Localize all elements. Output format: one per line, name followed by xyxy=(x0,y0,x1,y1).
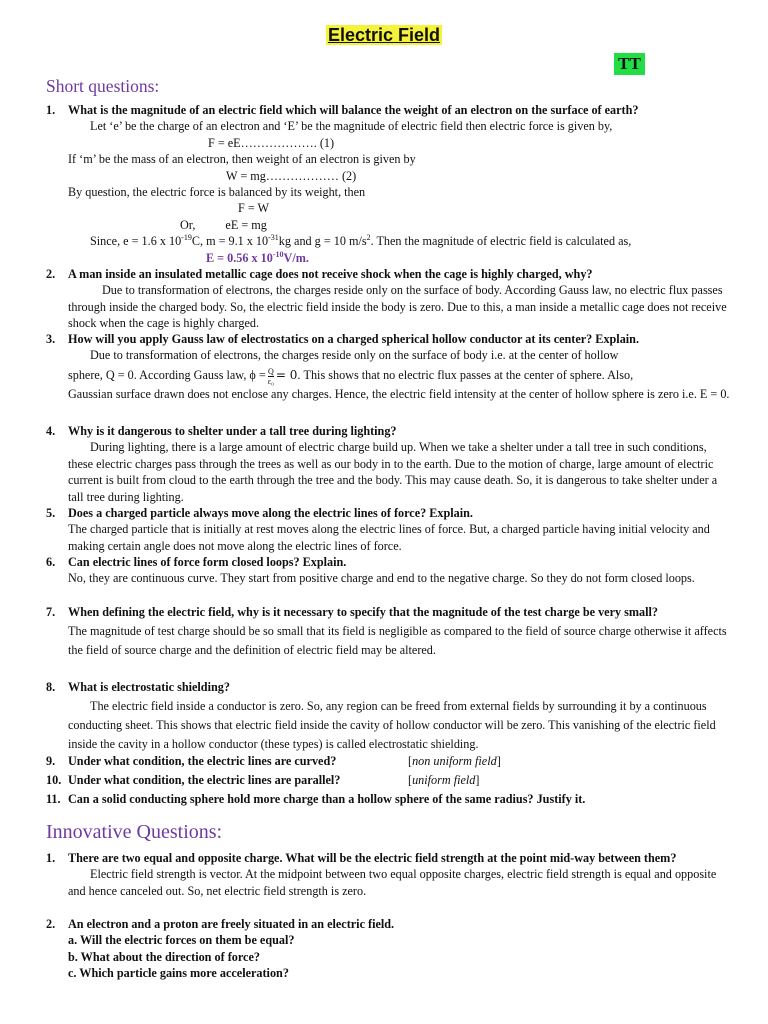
question-text: A man inside an insulated metallic cage does not receive shock when the cage is highly charged, why? xyxy=(68,267,593,281)
innovative-question-1: 1. There are two equal and opposite charge. What will be the electric field strength at the point mid-way between them? Electric field strength is vector. At the midpoint between two equal opposite charges, electric field strength is equal and opposite and hence canceled out. So, net electric field strength is zero. xyxy=(46,850,730,899)
question-text: How will you apply Gauss law of electrostatics on a charged spherical hollow conductor at its center? Explain. xyxy=(68,332,640,346)
answer-line: Let ‘e’ be the charge of an electron and ‘E’ be the magnitude of electric field then electric force is given by, xyxy=(90,119,613,134)
answer-hint: [uniform field] xyxy=(408,773,480,787)
question-11: 11. Can a solid conducting sphere hold more charge than a hollow sphere of the same radius? Justify it. xyxy=(46,791,730,807)
question-text: Can a solid conducting sphere hold more charge than a hollow sphere of the same radius? Justify it. xyxy=(68,792,586,806)
question-3: 3. How will you apply Gauss law of electrostatics on a charged spherical hollow conductor at its center? Explain. Due to transformation of electrons, the charges reside only on the surface of body i.e. at the center of hollow sphere, Q = 0. According Gauss law, ϕ = $\frac{Q}{\text{ε₀}}$ = 0. This shows that no electric flux passes at the center of sphere. Also, Gaussian surface drawn does not enclose any charges. Hence, the electric field intensity at the center of hollow sphere is zero i.e. E = 0. xyxy=(46,332,730,401)
answer-line: sphere, Q = 0. According Gauss law, ϕ = $\frac{Q}{\text{ε₀}}$ = 0. This shows that no electric flux passes at the center of sphere. Also, xyxy=(68,366,634,386)
tt-badge: TT xyxy=(614,53,645,75)
question-text: Does a charged particle always move along the electric lines of force? Explain. xyxy=(68,506,473,520)
answer-text: No, they are continuous curve. They start from positive charge and end to the negative charge. So they do not form closed loops. xyxy=(68,571,695,586)
page-title: Electric Field xyxy=(327,25,441,45)
given-values: Since, e = 1.6 x $10^{-19}C$, m = 9.1 x $10^{-31}kg$ and g = 10 $m/s^2$. Then the magnitude of electric field is calculated as, xyxy=(90,233,632,249)
question-text: There are two equal and opposite charge. What will be the electric field strength at the point mid-way between them? xyxy=(68,851,677,865)
question-2: 2. A man inside an insulated metallic cage does not receive shock when the cage is highly charged, why? Due to transformation of electrons, the charges reside only on the surface of body. According Gauss law, no electric flux passes through inside the charged body. So, the electric field inside the body is zero. Due to this, a man inside a metallic cage does not receive shock when the cage is highly charged. xyxy=(46,266,730,332)
sub-question-b: b. What about the direction of force? xyxy=(68,949,260,964)
answer-line: Gaussian surface drawn does not enclose any charges. Hence, the electric field intensity at the center of hollow sphere is zero i.e. E = 0. xyxy=(68,386,730,401)
sub-question-a: a. Will the electric forces on them be equal? xyxy=(68,933,295,948)
answer-line: If ‘m’ be the mass of an electron, then weight of an electron is given by xyxy=(68,152,416,167)
question-text: Under what condition, the electric lines are parallel? xyxy=(68,773,341,787)
answer-text: During lighting, there is a large amount of electric charge build up. When we take a shelter under a tall tree in such conditions, these electric charges pass through the trees as well as our body in to the earth. Due to the motion of charge, large amount of electric current is built from cloud to the earth through the tree and the body. This may cause death. So, it is dangerous to take shelter under a tall tree during lighting. xyxy=(68,440,718,504)
answer-hint: [non uniform field] xyxy=(408,754,501,768)
result: E = 0.56 x $10^{-10}V/m$. xyxy=(206,249,309,265)
equation-3: F = W xyxy=(238,201,270,216)
answer-text: The electric field inside a conductor is zero. So, any region can be freed from external fields by surrounding it by a continuous conducting sheet. This shows that electric field inside the cavity of hollow conductor will be zero. This vanishing of the electric field inside the cavity in a hollow conductor (these types) is called electrostatic shielding. xyxy=(68,699,716,751)
fraction: $\frac{Q}{\text{ε₀}}$ xyxy=(267,366,274,386)
answer-text: The charged particle that is initially at rest moves along the electric lines of force. But, a charged particle having initial velocity and making certain angle does not move along the electric lines of force. xyxy=(68,522,710,553)
question-1: 1. What is the magnitude of an electric field which will balance the weight of an electron on the surface of earth? Let ‘e’ be the charge of an electron and ‘E’ be the magnitude of electric field then electric force is given by, F = eE………………. (1) If ‘m’ be the mass of an electron, then weight of an electron is given by W = mg……………… (2) By question, the electric force is balanced by its weight, then F = W Or, eE = mg Since, e = 1.6 x $10^{-19}C$, m = 9.1 x $10^{-31}kg$ and g = 10 $m/s^2$. Then the magnitude of electric field is calculated as, E = 0.56 x $10^{-10}V/m$. xyxy=(46,102,730,266)
question-text: An electron and a proton are freely situated in an electric field. xyxy=(68,917,395,931)
answer-line: By question, the electric force is balanced by its weight, then xyxy=(68,185,366,200)
question-text: Can electric lines of force form closed loops? Explain. xyxy=(68,555,347,569)
equation-1: F = eE………………. (1) xyxy=(208,135,335,150)
question-4: 4. Why is it dangerous to shelter under a tall tree during lighting? During lighting, there is a large amount of electric charge build up. When we take a shelter under a tall tree in such conditions, these electric charges pass through the trees as well as our body in to the earth. Due to the motion of charge, large amount of electric current is built from cloud to the earth through the tree and the body. This may cause death. So, it is dangerous to take shelter under a tall tree during lighting. xyxy=(46,423,730,505)
answer-text: Electric field strength is vector. At the midpoint between two equal opposite charges, electric field strength is equal and opposite and hence canceled out. So, net electric field strength is zero. xyxy=(68,867,717,898)
innovative-questions-heading: Innovative Questions: xyxy=(46,821,223,843)
innovative-question-2: 2. An electron and a proton are freely situated in an electric field. a. Will the electric forces on them be equal? b. What about the direction of force? c. Which particle gains more acceleration? xyxy=(46,916,730,982)
question-5: 5. Does a charged particle always move along the electric lines of force? Explain. The charged particle that is initially at rest moves along the electric lines of force. But, a charged particle having initial velocity and making certain angle does not move along the electric lines of force. xyxy=(46,505,730,554)
question-text: When defining the electric field, why is it necessary to specify that the magnitude of the test charge be very small? xyxy=(68,605,658,619)
question-8: 8. What is electrostatic shielding? The electric field inside a conductor is zero. So, any region can be freed from external fields by surrounding it by a continuous conducting sheet. This shows that electric field inside the cavity of hollow conductor will be zero. This vanishing of the electric field inside the cavity in a hollow conductor (these types) is called electrostatic shielding. xyxy=(46,678,730,754)
sub-question-c: c. Which particle gains more acceleration? xyxy=(68,966,289,981)
equation-4: Or, eE = mg xyxy=(180,217,267,232)
short-questions-heading: Short questions: xyxy=(46,76,160,96)
answer-text: Due to transformation of electrons, the charges reside only on the surface of body. According Gauss law, no electric flux passes through inside the charged body. So, the electric field inside the body is zero. Due to this, a man inside a metallic cage does not receive shock when the cage is highly charged. xyxy=(68,283,727,331)
question-6: 6. Can electric lines of force form closed loops? Explain. No, they are continuous curve. They start from positive charge and end to the negative charge. So they do not form closed loops. xyxy=(46,554,730,587)
question-text: Why is it dangerous to shelter under a tall tree during lighting? xyxy=(68,424,397,438)
question-7: 7. When defining the electric field, why is it necessary to specify that the magnitude of the test charge be very small? The magnitude of test charge should be so small that its field is negligible as compared to the field of source charge otherwise it affects the field of source charge and the definition of electric field may be altered. xyxy=(46,603,730,660)
question-text: What is electrostatic shielding? xyxy=(68,680,230,694)
answer-text: The magnitude of test charge should be so small that its field is negligible as compared to the field of source charge otherwise it affects the field of source charge and the definition of electric field may be altered. xyxy=(68,624,727,657)
answer-line: Due to transformation of electrons, the charges reside only on the surface of body i.e. at the center of hollow xyxy=(90,348,619,363)
question-9: 9. Under what condition, the electric lines are curved? [non uniform field] xyxy=(46,754,501,768)
equation-2: W = mg……………… (2) xyxy=(226,168,357,183)
question-text: What is the magnitude of an electric field which will balance the weight of an electron on the surface of earth? xyxy=(68,103,639,117)
question-10: 10. Under what condition, the electric lines are parallel? [uniform field] xyxy=(46,773,480,787)
question-text: Under what condition, the electric lines are curved? xyxy=(68,754,337,768)
